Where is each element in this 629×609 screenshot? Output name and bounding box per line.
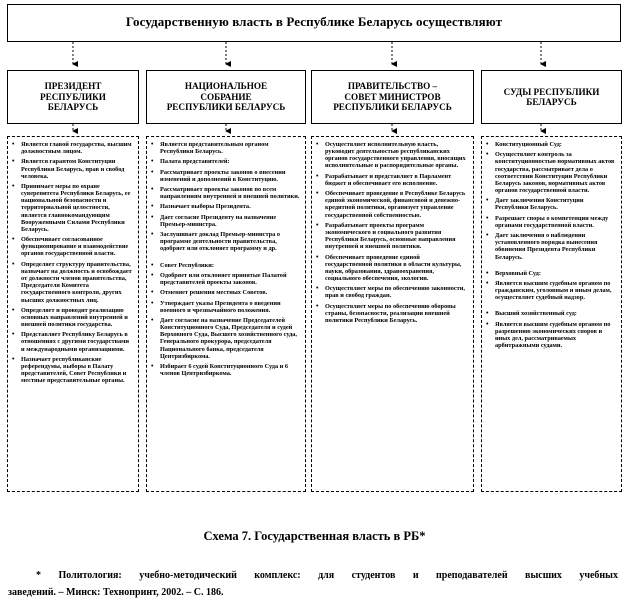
list-item: • Разрабатывает проекты программ экономического и социального развития Республики Беларусь, основные направления внутренней и внешней политики. — [316, 222, 468, 251]
list-item: • Дает заключения о наблюдении установленного порядка вынесения обвинения Президента Республики Беларусь. — [486, 232, 616, 261]
heading-courts: СУДЫ РЕСПУБЛИКИ БЕЛАРУСЬ — [481, 70, 622, 124]
footnote-line-2: заведений. – Минск: Технопринт, 2002. – С. 186. — [8, 587, 224, 598]
list-item: • Верховный Суд: — [486, 270, 616, 277]
list-item: • Разрешает споры о компетенции между органами государственной власти. — [486, 215, 616, 229]
list-item: • Осуществляет исполнительную власть, руководит деятельностью республиканских органов государственного управления, вносящих исполнительные и распорядительные органы. — [316, 141, 468, 170]
list-item: • Представляет Республику Беларусь в отношениях с другими государствами и международными организациями. — [12, 331, 133, 352]
list-item: • Является главой государства, высшим должностным лицом. — [12, 141, 133, 155]
list-item: • Является высшим судебным органом по разрешению экономических споров и иных дел, рассматриваемых арбитражными судами. — [486, 321, 616, 350]
list-item: • Назначает республиканские референдумы, выборы в Палату представителей, Совет Республики и местные представительные органы. — [12, 356, 133, 385]
list-item: • Рассматривает проекты законов по всем направлениям внутренней и внешней политики. — [151, 186, 300, 200]
list-item: • Является высшим судебным органом по гражданским, уголовным и иным делам, осуществляет судебный надзор. — [486, 280, 616, 301]
diagram-caption: Схема 7. Государственная власть в РБ* — [203, 529, 426, 543]
list-item: • Осуществляет контроль за конституционностью нормативных актов государства, рассматривает дела о соответствии Конституции Республики Беларусь законов, нормативных актов органов государственной власти. — [486, 151, 616, 194]
list-item: • Избирает 6 судей Конституционного Суда и 6 членов Центризбиркома. — [151, 363, 300, 377]
heading-national-assembly: НАЦИОНАЛЬНОЕ СОБРАНИЕ РЕСПУБЛИКИ БЕЛАРУСЬ — [146, 70, 306, 124]
list-item: • Осуществляет меры по обеспечению обороны страны, безопасности, реализации внешней политики Республики Беларусь. — [316, 303, 468, 324]
footnote-line-1: * Политология: учебно-методический комплекс: для студентов и преподавателей высших учебных — [36, 570, 618, 581]
list-item: • Рассматривает проекты законов о внесении изменений и дополнений в Конституцию. — [151, 169, 300, 183]
column-courts — [481, 136, 622, 492]
column-national-assembly — [146, 136, 306, 492]
list-item: • Осуществляет меры по обеспечению законности, прав и свобод граждан. — [316, 285, 468, 299]
list-item: • Назначает выборы Президента. — [151, 203, 300, 210]
list-item: • Дает согласие Президенту на назначение Премьер-министра. — [151, 214, 300, 228]
diagram-title: Государственную власть в Республике Беларусь осуществляют — [125, 14, 503, 29]
list-item: • Обеспечивает проведение в Республике Беларусь единой экономической, финансовой и денежно-кредитной политики, организует управление государственной собственностью. — [316, 190, 468, 219]
column-government — [311, 136, 474, 492]
list-item: • Утверждает указы Президента о введении военного и чрезвычайного положения. — [151, 300, 300, 314]
list-item: • Высший хозяйственный суд: — [486, 310, 616, 317]
list-item: • Принимает меры по охране суверенитета Республики Беларусь, ее национальной безопасности и территориальной целостности, является главнокомандующим Вооруженными Силами Республики Беларусь. — [12, 183, 133, 233]
heading-president: ПРЕЗИДЕНТ РЕСПУБЛИКИ БЕЛАРУСЬ — [7, 70, 139, 124]
list-item: • Отменяет решения местных Советов. — [151, 289, 300, 296]
list-item: • Обеспечивает проведение единой государственной политики в области культуры, науки, образования, здравоохранения, социального обеспечения, экологии. — [316, 254, 468, 283]
list-item: • Заслушивает доклад Премьер-министра о программе деятельности правительства, одобряет или отклоняет программу и др. — [151, 231, 300, 252]
list-item: • Является гарантом Конституции Республики Беларусь, прав и свобод человека. — [12, 158, 133, 179]
list-item: • Совет Республики: — [151, 262, 300, 269]
title-box — [7, 4, 621, 42]
list-item: • Определяет структуру правительства, назначает на должность и освобождает от должности членов правительства, Председателя Комитета государственного контроля, других высших должностных лиц. — [12, 261, 133, 304]
list-item: • Конституционный Суд: — [486, 141, 616, 148]
heading-government: ПРАВИТЕЛЬСТВО – СОВЕТ МИНИСТРОВ РЕСПУБЛИКИ БЕЛАРУСЬ — [311, 70, 474, 124]
footnote — [8, 567, 618, 601]
list-item: • Одобряет или отклоняет принятые Палатой представителей проекты законов. — [151, 272, 300, 286]
list-item: • Дает заключения Конституции Республики Беларусь. — [486, 197, 616, 211]
list-item: • Палата представителей: — [151, 158, 300, 165]
list-item: • Разрабатывает и представляет в Парламент бюджет и обеспечивает его исполнение. — [316, 173, 468, 187]
list-item: • Определяет и проводит реализацию основных направлений внутренней и внешней политики государства. — [12, 307, 133, 328]
list-item: • Является представительным органом Республики Беларусь. — [151, 141, 300, 155]
column-president — [7, 136, 139, 492]
list-item: • Обеспечивает согласованное функционирование и взаимодействие органов государственной власти. — [12, 236, 133, 257]
list-item: • Дает согласие на назначение Председателей Конституционного Суда, Председателя и судей Верховного Суда, Высшего хозяйственного суда, Генерального прокурора, председателя Национального банка, председателя Центризбиркома. — [151, 317, 300, 360]
